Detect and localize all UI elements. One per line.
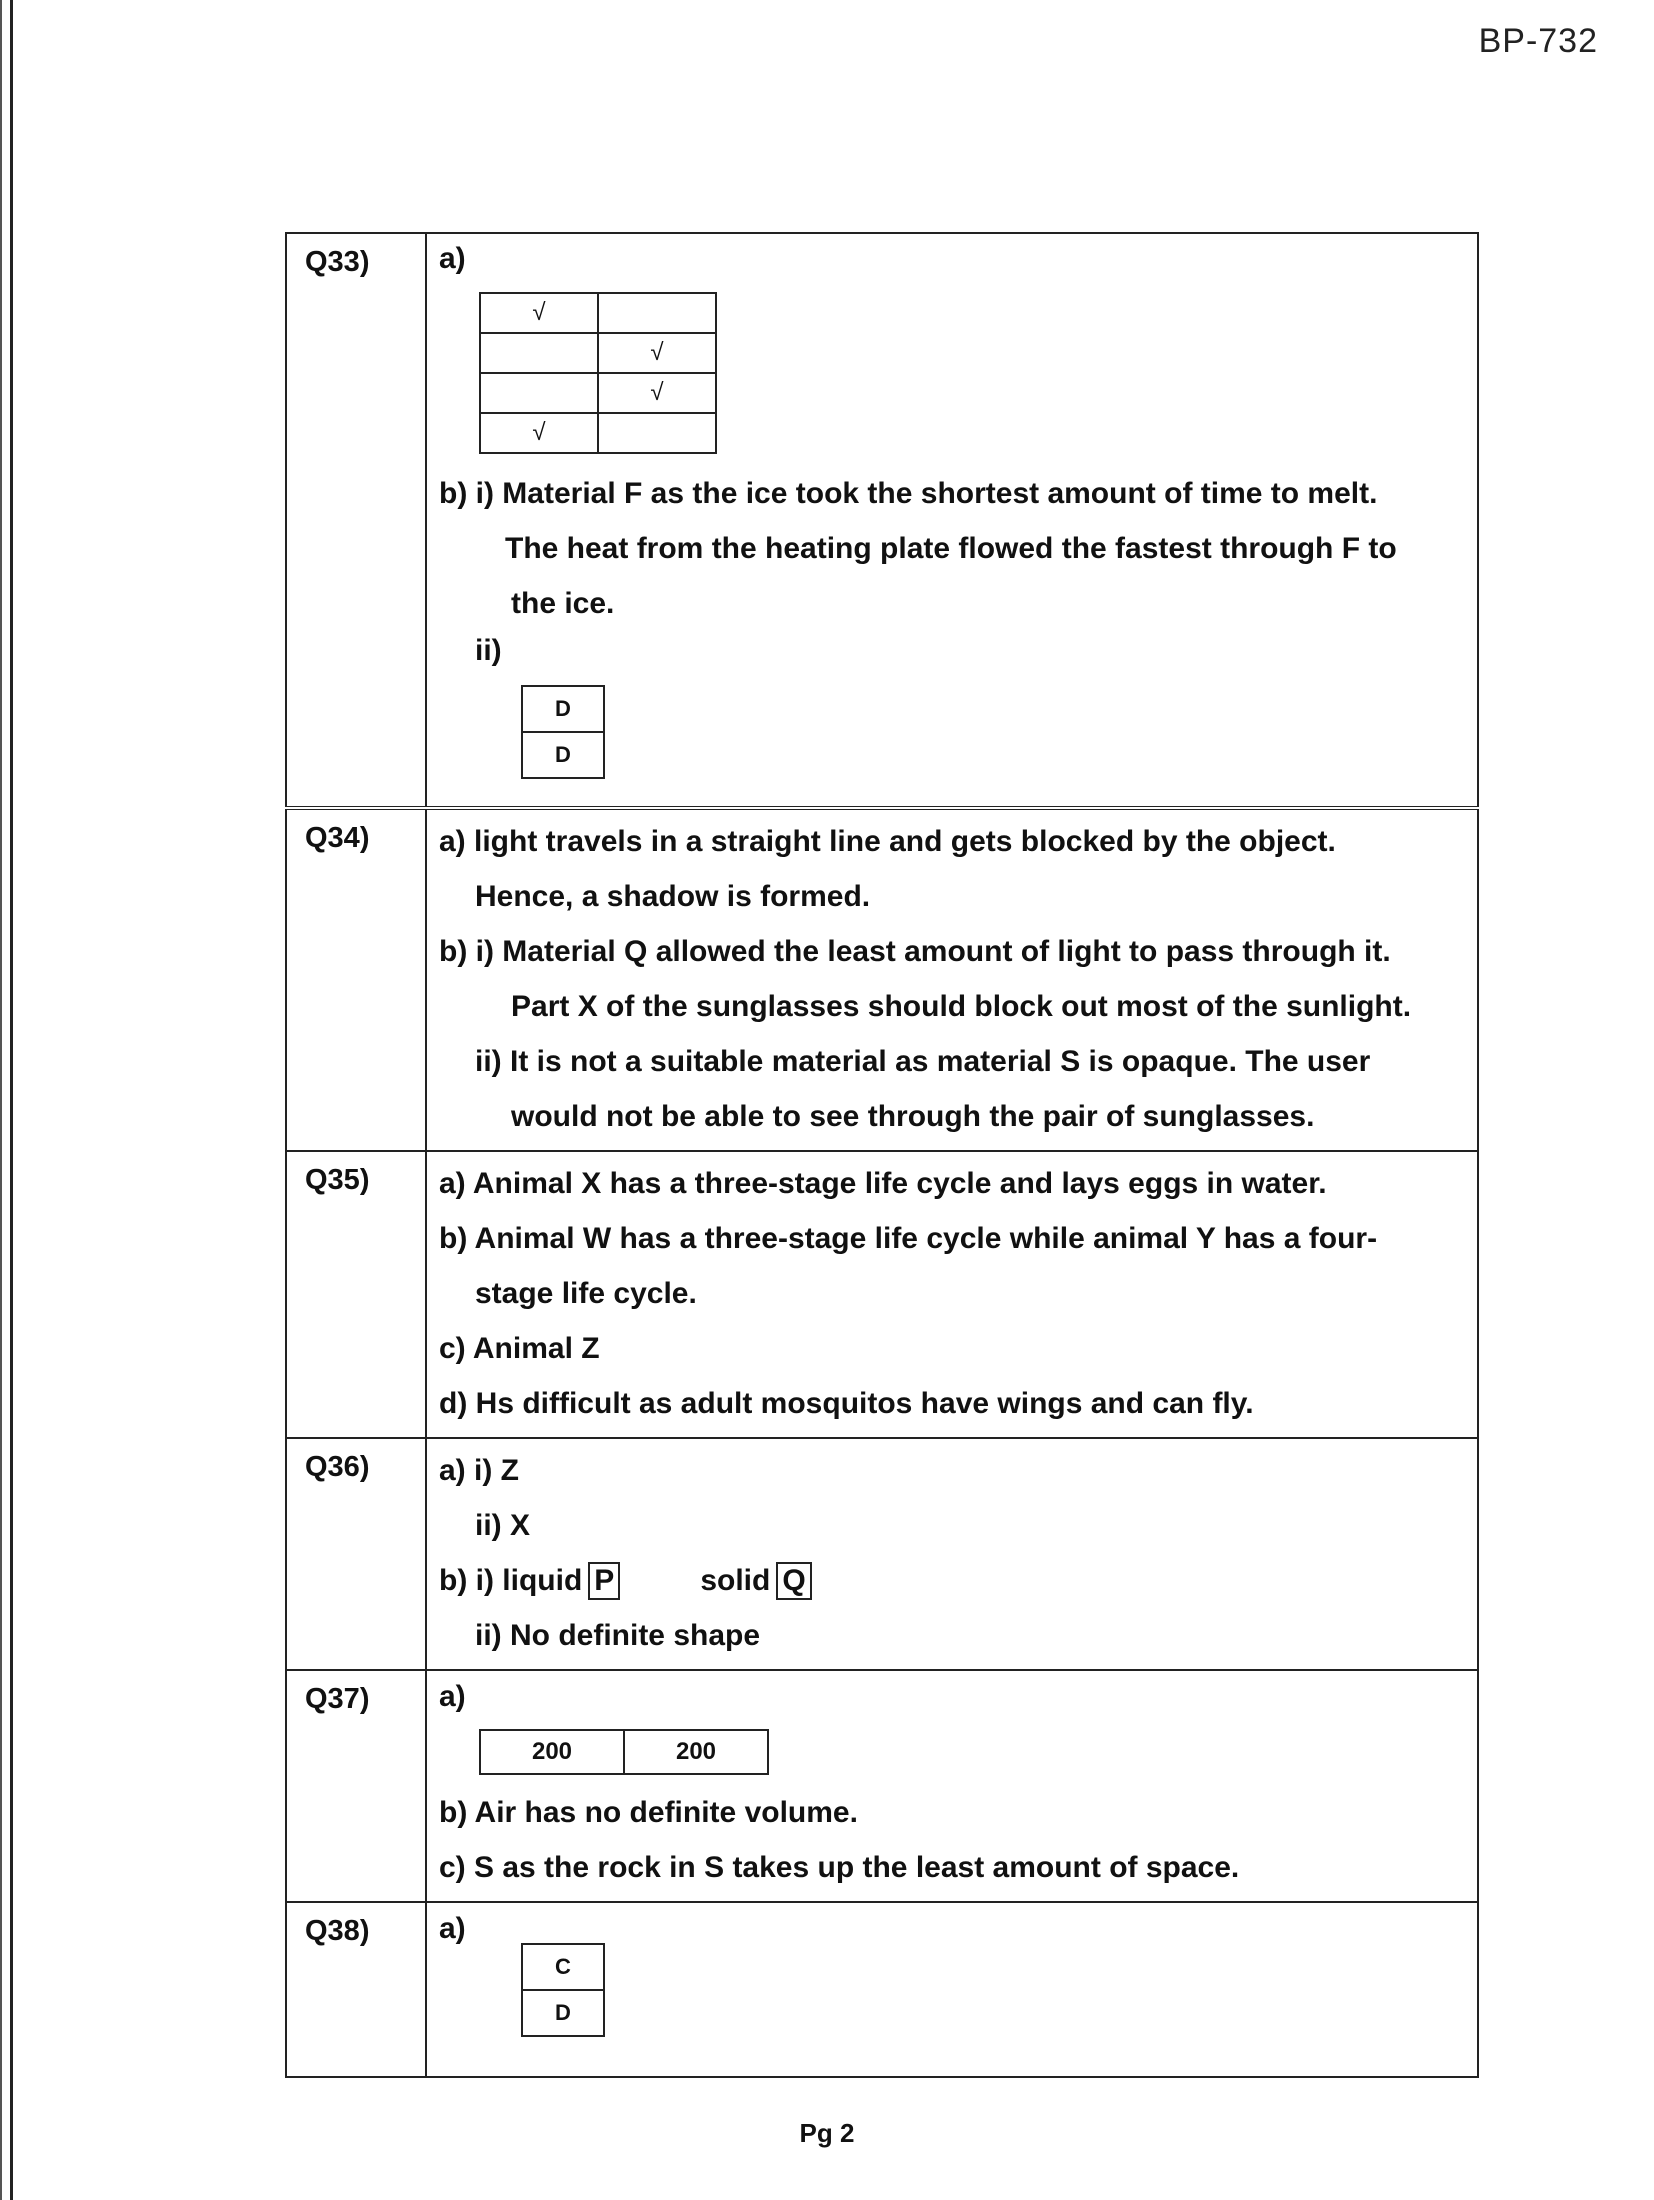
document-code: BP-732	[1478, 22, 1598, 60]
answer-line: c) Animal Z	[439, 1332, 600, 1365]
tick-grid	[479, 292, 717, 454]
question-row-q36	[286, 1438, 1478, 1670]
answer-line: ii) No definite shape	[475, 1619, 761, 1652]
question-row-q35	[286, 1151, 1478, 1438]
answer-line: a) i) Z	[439, 1454, 519, 1487]
question-row-q37	[286, 1670, 1478, 1902]
question-label: Q38)	[286, 1902, 426, 2077]
tick-row	[480, 293, 716, 333]
answer-line: ii) X	[475, 1509, 531, 1542]
page-number: Pg 2	[799, 2118, 855, 2148]
question-row-q34	[286, 808, 1478, 1151]
volume-cell: 200	[624, 1730, 768, 1774]
answer-line: the ice.	[511, 587, 615, 620]
tick-cell	[598, 293, 716, 333]
tick-row	[480, 413, 716, 453]
part-a-label: a)	[439, 1912, 466, 1945]
tick-cell	[480, 333, 598, 373]
answer-line: b) i) Material Q allowed the least amount of light to pass through it.	[439, 935, 1391, 968]
answer-box-stack	[521, 685, 605, 779]
tick-cell: √	[480, 413, 598, 453]
tick-row	[480, 333, 716, 373]
answer-cell	[426, 808, 1478, 1151]
question-label: Q34)	[286, 808, 426, 1151]
answer-cell	[426, 1670, 1478, 1902]
answer-cell	[426, 233, 1478, 808]
volume-cell: 200	[480, 1730, 624, 1774]
solid-label: solid	[700, 1564, 771, 1597]
answer-table	[285, 232, 1479, 2078]
scan-edge-outer	[0, 0, 2, 2200]
sub-part-label: ii)	[475, 634, 502, 667]
question-label: Q36)	[286, 1438, 426, 1670]
answer-cell	[426, 1438, 1478, 1670]
tick-row	[480, 373, 716, 413]
solid-answer-box: Q	[776, 1562, 811, 1600]
answer-box-stack	[521, 1943, 605, 2037]
volume-answer-box	[479, 1729, 769, 1775]
question-label: Q35)	[286, 1151, 426, 1438]
answer-line: b) Air has no definite volume.	[439, 1796, 858, 1829]
question-label: Q37)	[286, 1670, 426, 1902]
answer-line: The heat from the heating plate flowed the fastest through F to	[505, 532, 1397, 565]
part-a-label: a)	[439, 1680, 466, 1713]
scan-edge	[10, 0, 13, 2200]
tick-cell	[598, 413, 716, 453]
answer-line: stage life cycle.	[475, 1277, 697, 1310]
answer-line: b) i) Material F as the ice took the shortest amount of time to melt.	[439, 477, 1378, 510]
answer-line: a) light travels in a straight line and gets blocked by the object.	[439, 825, 1336, 858]
tick-cell: √	[598, 333, 716, 373]
answer-line: Part X of the sunglasses should block out most of the sunlight.	[511, 990, 1412, 1023]
question-row-q33	[286, 233, 1478, 808]
liquid-answer-box: P	[588, 1562, 620, 1600]
answer-line: would not be able to see through the pair of sunglasses.	[511, 1100, 1315, 1133]
tick-cell	[480, 373, 598, 413]
answer-line: ii) It is not a suitable material as material S is opaque. The user	[475, 1045, 1371, 1078]
liquid-label: b) i) liquid	[439, 1564, 583, 1597]
answer-cell	[426, 1902, 1478, 2077]
answer-line: Hence, a shadow is formed.	[475, 880, 871, 913]
question-row-q38	[286, 1902, 1478, 2077]
part-a-label: a)	[439, 242, 466, 275]
answer-line: c) S as the rock in S takes up the least amount of space.	[439, 1851, 1240, 1884]
answer-line	[439, 1553, 1467, 1608]
answer-line: d) Hs difficult as adult mosquitos have wings and can fly.	[439, 1387, 1254, 1420]
question-label: Q33)	[286, 233, 426, 808]
answer-box: D	[522, 732, 604, 778]
tick-cell: √	[480, 293, 598, 333]
answer-line: b) Animal W has a three-stage life cycle while animal Y has a four-	[439, 1222, 1378, 1255]
answer-box: D	[522, 686, 604, 732]
answer-line: a) Animal X has a three-stage life cycle and lays eggs in water.	[439, 1167, 1327, 1200]
answer-cell	[426, 1151, 1478, 1438]
answer-box: D	[522, 1990, 604, 2036]
tick-cell: √	[598, 373, 716, 413]
answer-box: C	[522, 1944, 604, 1990]
